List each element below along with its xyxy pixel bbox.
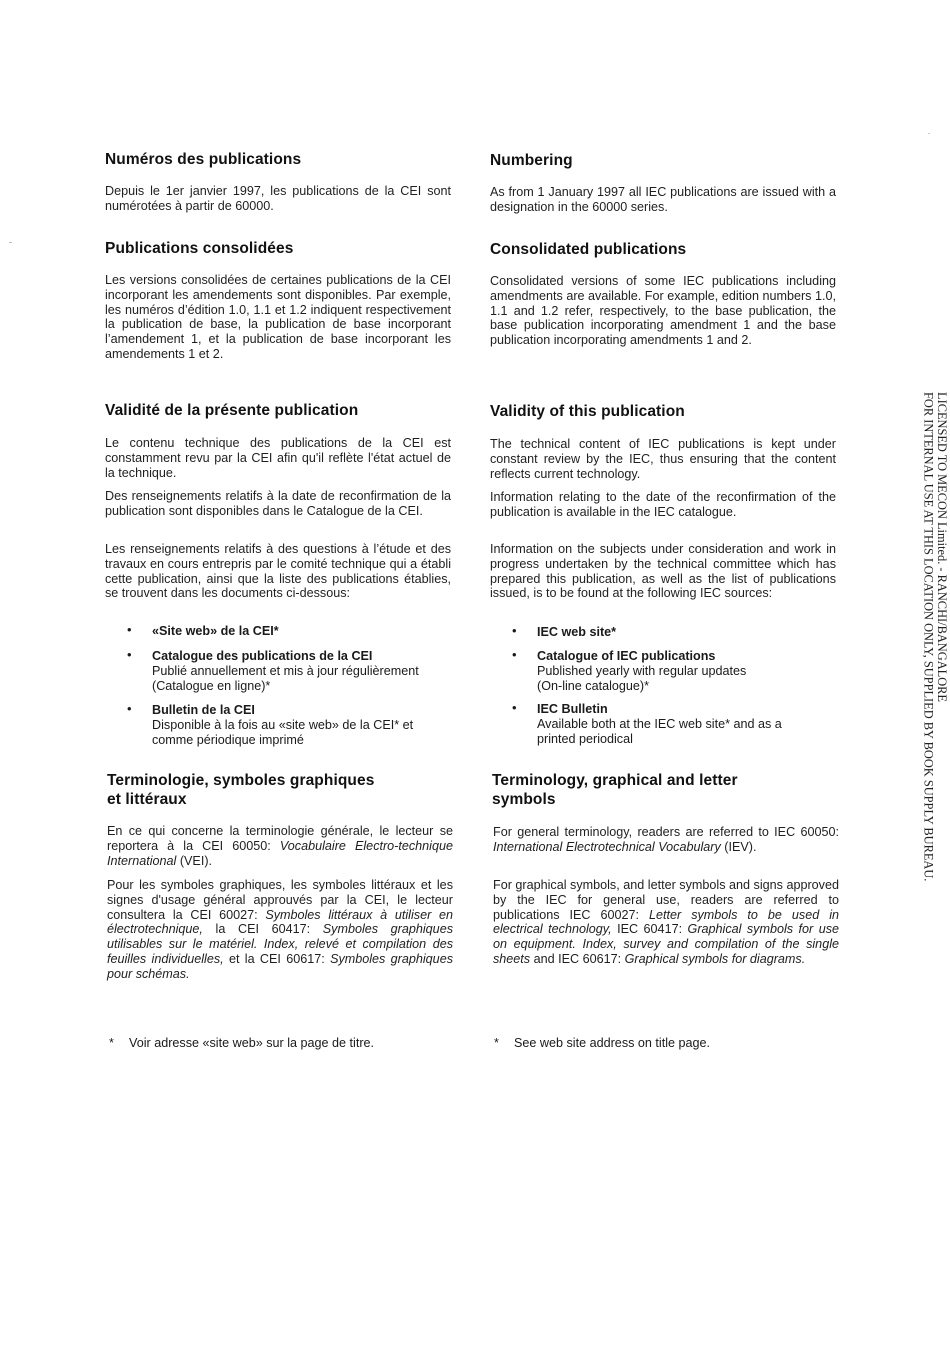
- license-watermark: [920, 392, 948, 932]
- paragraph: [493, 878, 839, 967]
- scan-mark: [928, 133, 930, 134]
- bullet-text: (On-line catalogue)*: [537, 678, 650, 693]
- paragraph-text: Information relating to the date of the reconfirmation of the publication is available in the IEC catalogue.: [490, 490, 836, 519]
- bullet-heading: Catalogue of IEC publications: [537, 649, 716, 663]
- paragraph-text: Le contenu technique des publications de la CEI est constamment revu par la CEI afin qu'il reflète l'état actuel de la technique.: [105, 436, 451, 480]
- section-consolidated-fr: [105, 239, 451, 362]
- section-heading: Consolidated publications: [490, 241, 687, 258]
- paragraph: [105, 436, 451, 480]
- text-run: For general terminology, readers are referred to IEC 60050:: [493, 825, 839, 839]
- bullet-icon: •: [512, 647, 517, 662]
- bullet-text: Available both at the IEC web site* and as a: [537, 716, 782, 731]
- paragraph: [105, 489, 451, 519]
- text-run-italic: Symboles graphiques pour schémas.: [107, 951, 453, 981]
- paragraph: [105, 542, 451, 601]
- text-run: En ce qui concerne la terminologie générale, le lecteur se reportera à la CEI 60050:: [107, 824, 453, 853]
- text-run-italic: Symboles graphiques utilisables sur le matériel. Index, relevé et compilation des feuilles individuelles,: [107, 922, 453, 966]
- bullet-text: Published yearly with regular updates: [537, 663, 747, 678]
- bullet-icon: •: [512, 700, 517, 715]
- text-run: IEC 60417:: [611, 922, 688, 937]
- paragraph: Consolidated versions of some IEC publications including amendments are available. For example, edition numbers 1.0, 1.1 and 1.2 refer, respectively, to the base publication, the base publication incorporating amendment 1 and the base publication incorporating amendments 1 and 2.: [490, 274, 836, 348]
- bullet-text: (Catalogue en ligne)*: [152, 678, 271, 693]
- paragraph: [493, 825, 839, 855]
- footnote-marker: *: [109, 1036, 114, 1050]
- watermark-line: LICENSED TO MECON Limited. - RANCHI/BANGALORE: [935, 392, 949, 702]
- heading-line: Terminologie, symboles graphiques: [107, 772, 375, 789]
- bullet-text: Publié annuellement et mis à jour régulièrement: [152, 663, 419, 678]
- text-run-italic: Letter symbols to be used in electrical technology,: [493, 907, 839, 937]
- text-run: Pour les symboles graphiques, les symboles littéraux et les signes d'usage général approuvés par la CEI, le lecteur consultera la CEI 60027:: [107, 878, 453, 922]
- bullet-icon: •: [512, 623, 517, 638]
- section-heading: Numéros des publications: [105, 151, 302, 168]
- paragraph-text: Des renseignements relatifs à la date de reconfirmation de la publication sont disponibles dans le Catalogue de la CEI.: [105, 489, 451, 518]
- bullet-icon: •: [127, 622, 132, 637]
- section-heading: Validité de la présente publication: [105, 402, 359, 419]
- heading-line: symbols: [492, 791, 556, 808]
- paragraph: [490, 542, 836, 601]
- text-run: et la CEI 60617:: [223, 951, 331, 966]
- footnote-text: See web site address on title page.: [514, 1036, 711, 1050]
- section-heading: [107, 771, 453, 809]
- text-run: la CEI 60417:: [202, 922, 323, 937]
- paragraph-text: Les renseignements relatifs à des questions à l’étude et des travaux en cours entrepris par le comité technique qui a établi cette publication, ainsi que la liste des publications établies, se trouvent dans les documents ci-dessous:: [105, 542, 451, 601]
- paragraph: [490, 437, 836, 481]
- paragraph: Les versions consolidées de certaines publications de la CEI incorporant les amendements sont disponibles. Par exemple, les numéros d’édition 1.0, 1.1 et 1.2 indiquent respectivement la publication de base, la publication de base incorporant l’amendement 1, et la publication de base incorporant les amendements 1 et 2.: [105, 273, 451, 361]
- paragraph: Depuis le 1er janvier 1997, les publications de la CEI sont numérotées à partir de 60000.: [105, 184, 451, 213]
- footnote-marker: *: [494, 1036, 499, 1050]
- paragraph: [107, 878, 453, 982]
- section-terminology-fr: [107, 771, 453, 809]
- text-run: For graphical symbols, and letter symbols and signs approved by the IEC for general use, readers are referred to publications IEC 60027:: [493, 878, 839, 922]
- section-numbering-en: [490, 151, 836, 215]
- footnote-text: Voir adresse «site web» sur la page de titre.: [129, 1036, 375, 1050]
- text-run-italic: Graphical symbols for use on equipment. Index, survey and compilation of the single sheets: [493, 922, 839, 966]
- paragraph: [107, 824, 453, 868]
- section-heading: Validity of this publication: [490, 403, 685, 420]
- bullet-heading: IEC Bulletin: [537, 702, 608, 716]
- text-run-italic: International Electrotechnical Vocabulary: [493, 839, 721, 854]
- text-run: (VEI).: [176, 853, 213, 868]
- section-validity-en: [490, 402, 836, 421]
- bullet-text: Disponible à la fois au «site web» de la CEI* et: [152, 717, 414, 732]
- text-run-italic: Vocabulaire Electro-technique International: [107, 838, 453, 868]
- paragraph: [490, 490, 836, 520]
- footnote-en: [494, 1036, 834, 1052]
- paragraph-text: The technical content of IEC publications is kept under constant review by the IEC, thus ensuring that the content reflects current technology.: [490, 437, 836, 481]
- bullet-heading: Bulletin de la CEI: [152, 703, 255, 717]
- section-numbering-fr: [105, 150, 451, 214]
- heading-line: et littéraux: [107, 791, 187, 808]
- bullet-icon: •: [127, 701, 132, 716]
- bullet-text: printed periodical: [537, 731, 633, 746]
- bullet-heading: Catalogue des publications de la CEI: [152, 649, 373, 663]
- bullet-icon: •: [127, 647, 132, 662]
- text-run: and IEC 60617:: [530, 951, 625, 966]
- footnote-fr: [109, 1036, 449, 1052]
- section-validity-fr: [105, 401, 451, 420]
- text-run: (IEV).: [720, 839, 757, 854]
- section-heading: Publications consolidées: [105, 240, 294, 257]
- scan-mark: [9, 242, 12, 243]
- section-terminology-en: [492, 771, 838, 809]
- bullet-heading: «Site web» de la CEI*: [152, 624, 279, 638]
- paragraph: As from 1 January 1997 all IEC publications are issued with a designation in the 60000 series.: [490, 185, 836, 214]
- section-consolidated-en: [490, 240, 836, 348]
- bullet-text: comme périodique imprimé: [152, 732, 304, 747]
- text-run-italic: Graphical symbols for diagrams.: [624, 951, 806, 966]
- paragraph-text: Information on the subjects under consideration and work in progress undertaken by the technical committee which has prepared this publication, as well as the list of publications issued, is to be found at the following IEC sources:: [490, 542, 836, 601]
- heading-line: Terminology, graphical and letter: [492, 772, 738, 789]
- section-heading: Numbering: [490, 152, 573, 169]
- section-heading: [492, 771, 838, 809]
- text-run-italic: Symboles littéraux à utiliser en électrotechnique,: [107, 907, 453, 937]
- bullet-heading: IEC web site*: [537, 625, 617, 639]
- watermark-line: FOR INTERNAL USE AT THIS LOCATION ONLY, SUPPLIED BY BOOK SUPPLY BUREAU.: [921, 392, 936, 882]
